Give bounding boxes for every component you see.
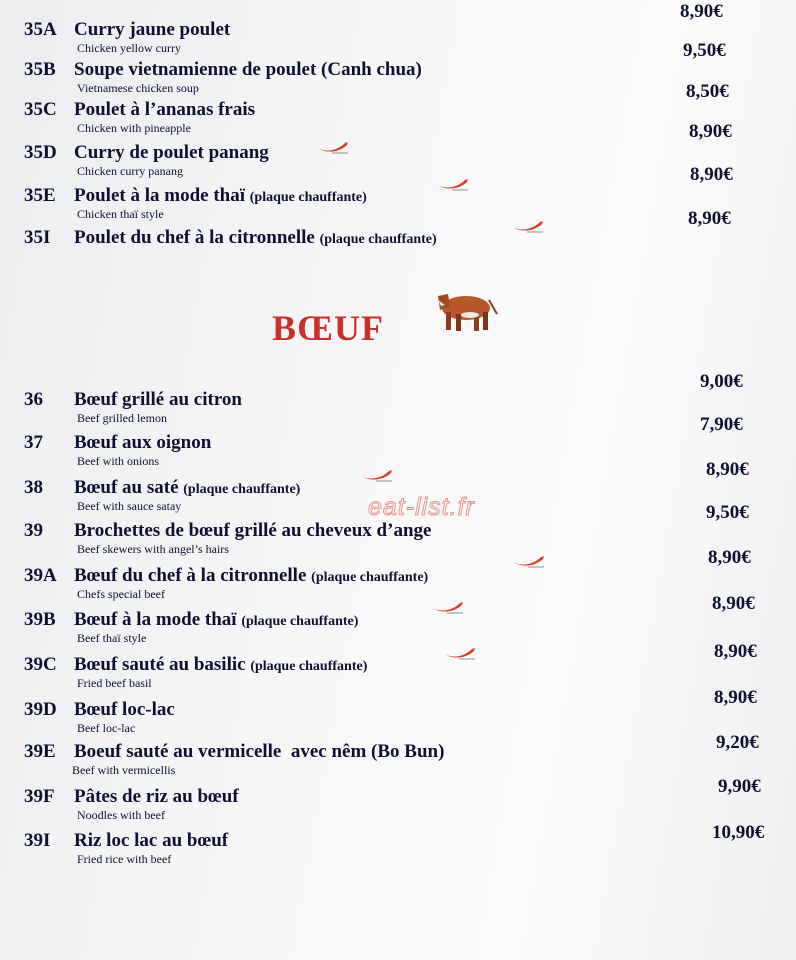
cow-icon [432, 288, 498, 334]
item-name-text: Bœuf sauté au basilic [74, 654, 246, 675]
item-price: 8,90€ [690, 164, 733, 185]
item-translation: Beef with onions [77, 454, 159, 468]
item-name: Poulet à l’ananas frais [74, 99, 256, 120]
item-translation: Beef grilled lemon [77, 411, 167, 425]
item-name: Soupe vietnamienne de poulet (Canh chua) [74, 59, 422, 80]
chili-pepper-icon [436, 177, 470, 191]
item-code: 37 [24, 432, 43, 453]
item-code: 35I [24, 227, 51, 248]
item-price: 8,90€ [688, 208, 731, 229]
item-translation: Fried rice with beef [77, 852, 172, 866]
item-translation: Beef with vermicellis [72, 763, 176, 777]
item-translation: Chicken with pineapple [77, 121, 191, 135]
item-name: Bœuf loc-lac [74, 699, 175, 720]
item-name [74, 226, 437, 252]
chili-pepper-icon [360, 468, 394, 482]
item-code: 35E [24, 185, 56, 206]
item-translation: Chicken yellow curry [77, 41, 181, 55]
item-translation: Fried beef basil [77, 676, 152, 690]
chili-pepper-icon [512, 554, 546, 568]
item-name: Bœuf grillé au citron [74, 389, 243, 410]
item-name: Brochettes de bœuf grillé au cheveux d’ange [74, 520, 432, 541]
item-39f [0, 785, 796, 833]
item-39i [0, 829, 796, 877]
item-price: 8,90€ [714, 687, 757, 708]
item-code: 35D [24, 142, 57, 163]
item-code: 39I [24, 830, 51, 851]
chili-pepper-icon [511, 219, 545, 233]
item-price: 9,00€ [700, 371, 743, 392]
item-39b [0, 608, 796, 656]
item-price: 8,90€ [708, 547, 751, 568]
item-translation: Vietnamese chicken soup [77, 81, 199, 95]
item-39d [0, 698, 796, 746]
item-name: Riz loc lac au bœuf [74, 830, 229, 851]
item-price: 8,90€ [689, 121, 732, 142]
item-note: (plaque chauffante) [241, 614, 359, 629]
item-code: 39 [24, 520, 43, 541]
item-35d [0, 141, 796, 189]
item-translation: Chicken curry panang [77, 164, 183, 178]
item-code: 38 [24, 477, 43, 498]
item-name: Curry jaune poulet [74, 19, 231, 40]
item-price: 7,90€ [700, 414, 743, 435]
item-name-text: Poulet du chef à la citronnelle [74, 227, 315, 248]
item-translation: Beef skewers with angel’s hairs [77, 542, 229, 556]
item-price: 8,90€ [714, 641, 757, 662]
chili-pepper-icon [431, 600, 465, 614]
item-37 [0, 431, 796, 479]
item-name-text: Bœuf au saté [74, 477, 179, 498]
item-note: (plaque chauffante) [183, 482, 301, 497]
item-code: 35A [24, 19, 57, 40]
item-translation: Chicken thaï style [77, 207, 164, 221]
item-code: 39D [24, 699, 57, 720]
item-price: 8,90€ [712, 593, 755, 614]
item-note: (plaque chauffante) [319, 232, 437, 247]
item-35i [0, 226, 796, 274]
item-translation: Beef with sauce satay [77, 499, 182, 513]
item-price: 8,90€ [680, 1, 723, 22]
item-code: 35B [24, 59, 56, 80]
item-39 [0, 519, 796, 567]
item-36 [0, 388, 796, 436]
item-translation: Chefs special beef [77, 587, 165, 601]
section-title-beef: BŒUF [272, 308, 384, 348]
item-39e [0, 740, 796, 788]
watermark: eat-list.fr [368, 493, 475, 521]
item-35c [0, 98, 796, 146]
item-price: 9,50€ [683, 40, 726, 61]
item-name-text: Bœuf du chef à la citronnelle [74, 565, 307, 586]
chili-pepper-icon [443, 646, 477, 660]
item-code: 39C [24, 654, 57, 675]
item-price: 9,90€ [718, 776, 761, 797]
item-39a [0, 564, 796, 612]
item-translation: Beef thaï style [77, 631, 147, 645]
item-note: (plaque chauffante) [311, 570, 429, 585]
chili-pepper-icon [316, 140, 350, 154]
item-code: 39E [24, 741, 56, 762]
item-name: Bœuf aux oignon [74, 432, 212, 453]
item-price: 8,90€ [706, 459, 749, 480]
item-code: 36 [24, 389, 43, 410]
item-note: (plaque chauffante) [250, 659, 368, 674]
item-code: 39B [24, 609, 56, 630]
item-note: (plaque chauffante) [249, 190, 367, 205]
item-translation: Beef loc-lac [77, 721, 136, 735]
item-name: Pâtes de riz au bœuf [74, 786, 239, 807]
item-code: 39F [24, 786, 55, 807]
item-name-text: Poulet à la mode thaï [74, 185, 245, 206]
item-name: Boeuf sauté au vermicelle avec nêm (Bo Bun) [74, 741, 445, 762]
item-name: Curry de poulet panang [74, 142, 269, 163]
item-price: 9,20€ [716, 732, 759, 753]
item-35e [0, 184, 796, 232]
item-price: 8,50€ [686, 81, 729, 102]
item-39c [0, 653, 796, 701]
item-code: 39A [24, 565, 57, 586]
item-translation: Noodles with beef [77, 808, 165, 822]
item-code: 35C [24, 99, 57, 120]
item-price: 9,50€ [706, 502, 749, 523]
item-38 [0, 476, 796, 524]
item-price: 10,90€ [712, 822, 765, 843]
item-name-text: Bœuf à la mode thaï [74, 609, 237, 630]
